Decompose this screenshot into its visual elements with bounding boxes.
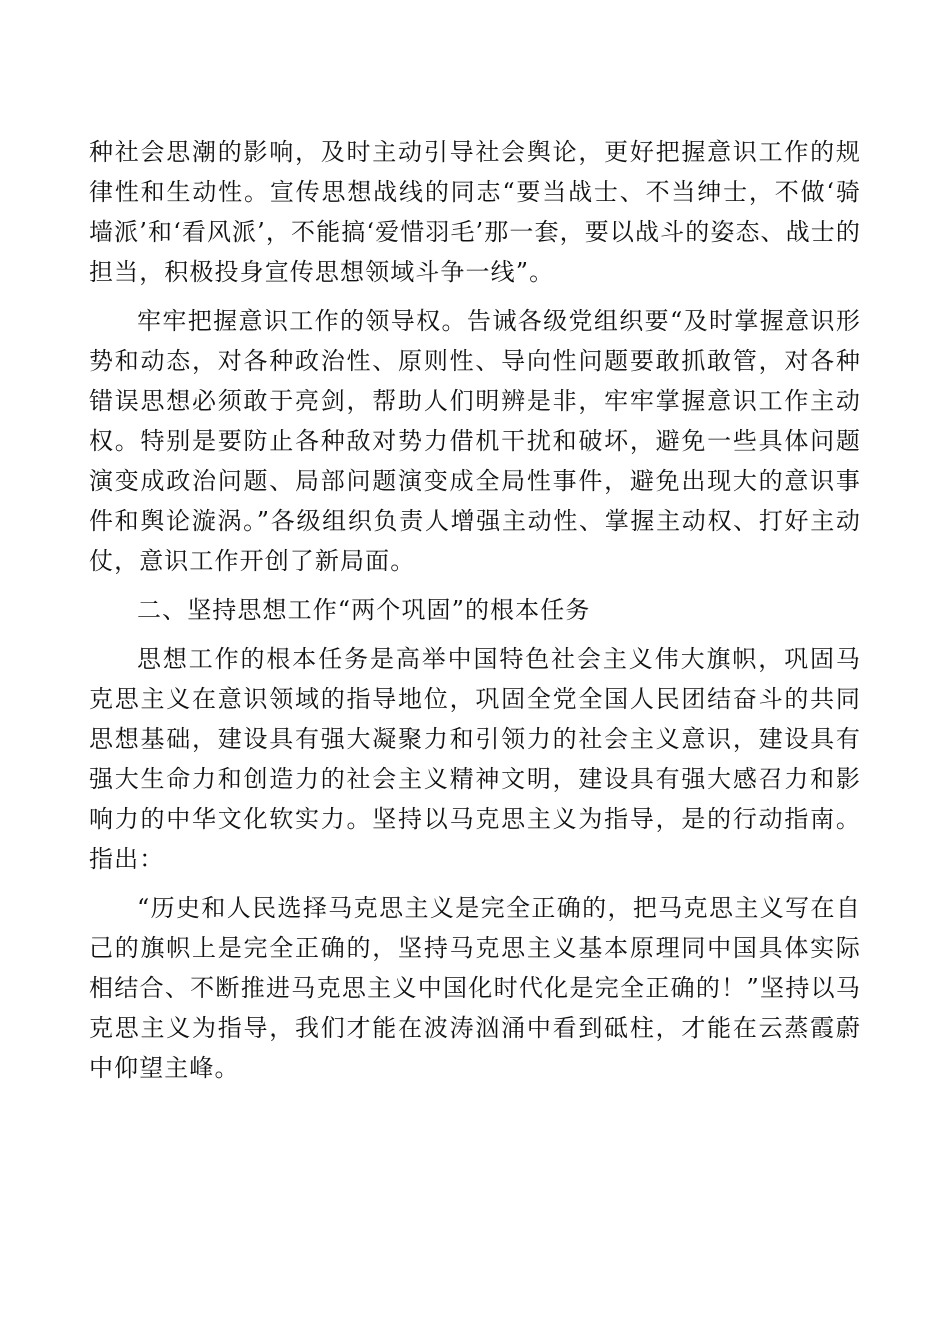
paragraph-continuation: 种社会思潮的影响，及时主动引导社会舆论，更好把握意识工作的规律性和生动性。宣传思想战线的同志“要当战士、不当绅士，不做‘骑墙派’和‘看风派’，不能搞‘爱惜羽毛’那一套，要以战斗的姿态、战士的担当，积极投身宣传思想领域斗争一线”。	[89, 138, 861, 286]
document-body	[89, 132, 861, 1088]
paragraph-leadership: 牢牢把握意识工作的领导权。告诫各级党组织要“及时掌握意识形势和动态，对各种政治性、原则性、导向性问题要敢抓敢管，对各种错误思想必须敢于亮剑，帮助人们明辨是非，牢牢掌握意识工作主动权。特别是要防止各种敌对势力借机干扰和破坏，避免一些具体问题演变成政治问题、局部问题演变成全局性事件，避免出现大的意识事件和舆论漩涡。”各级组织负责人增强主动性、掌握主动权、打好主动仗，意识工作开创了新局面。	[89, 307, 861, 575]
section-heading: 二、坚持思想工作“两个巩固”的根本任务	[137, 596, 591, 624]
paragraph-quotation: “历史和人民选择马克思主义是完全正确的，把马克思主义写在自己的旗帜上是完全正确的，坚持马克思主义基本原理同中国具体实际相结合、不断推进马克思主义中国化时代化是完全正确的！”坚持以马克思主义为指导，我们才能在波涛汹涌中看到砥柱，才能在云蒸霞蔚中仰望主峰。	[89, 894, 861, 1082]
paragraph-fundamental-task: 思想工作的根本任务是高举中国特色社会主义伟大旗帜，巩固马克思主义在意识领域的指导地位，巩固全党全国人民团结奋斗的共同思想基础，建设具有强大凝聚力和引领力的社会主义意识，建设具有强大生命力和创造力的社会主义精神文明，建设具有强大感召力和影响力的中华文化软实力。坚持以马克思主义为指导，是的行动指南。指出：	[89, 645, 861, 873]
